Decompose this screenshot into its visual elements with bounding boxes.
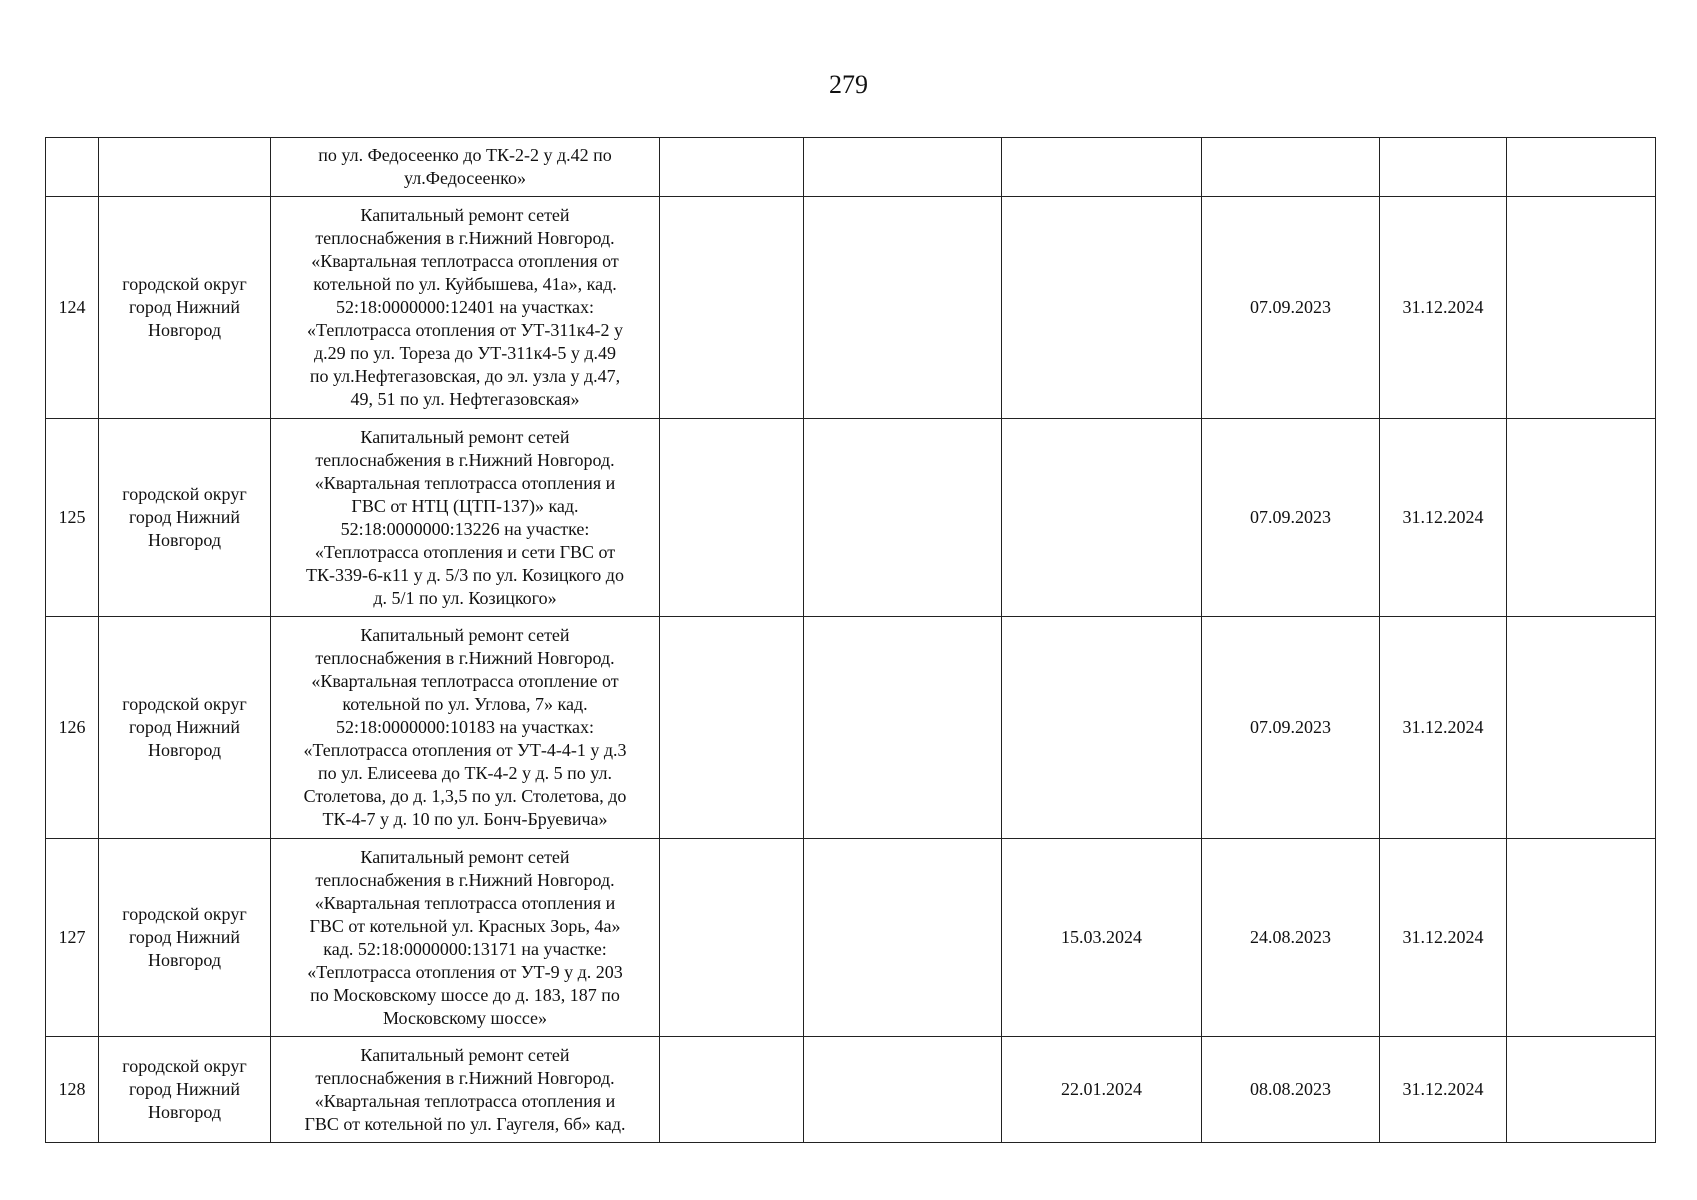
district-cell-line: городской округ [122, 904, 247, 924]
date-cell: 07.09.2023 [1202, 419, 1380, 617]
date-cell [1002, 617, 1202, 839]
works-table [45, 137, 1656, 1143]
empty-cell [804, 138, 1002, 197]
table-row [46, 138, 1656, 197]
district-cell-line: городской округ [122, 1056, 247, 1076]
table-row [46, 617, 1656, 839]
district-cell-line: городской округ [122, 694, 247, 714]
description-cell-line: «Теплотрасса отопления от УТ-311к4-2 у [307, 320, 623, 340]
row-number-cell: 126 [46, 617, 99, 839]
date-cell: 22.01.2024 [1002, 1037, 1202, 1143]
date-cell: 24.08.2023 [1202, 839, 1380, 1037]
date-cell [1002, 138, 1202, 197]
empty-cell [660, 1037, 804, 1143]
empty-cell [804, 617, 1002, 839]
description-cell-line: «Квартальная теплотрасса отопления и [314, 472, 616, 493]
description-cell-line: д.29 по ул. Тореза до УТ-311к4-5 у д.49 [313, 343, 617, 363]
description-cell-line: Капитальный ремонт сетей [360, 1044, 570, 1065]
description-cell-line: Капитальный ремонт сетей [360, 426, 570, 447]
description-cell-line: ГВС от котельной по ул. Гаугеля, 6б» кад. [304, 1113, 626, 1134]
row-number-cell: 124 [46, 197, 99, 419]
description-cell-line: теплоснабжения в г.Нижний Новгород. [315, 869, 615, 890]
empty-cell [660, 138, 804, 197]
district-cell [99, 138, 271, 197]
district-cell-line: Новгород [147, 740, 222, 760]
description-cell [271, 419, 660, 617]
description-cell-line: «Квартальная теплотрасса отопления и [314, 1090, 616, 1111]
date-cell: 31.12.2024 [1380, 1037, 1507, 1143]
date-cell: 31.12.2024 [1380, 197, 1507, 419]
description-cell-line: Капитальный ремонт сетей [360, 205, 570, 225]
empty-cell [1507, 138, 1656, 197]
row-number-cell: 125 [46, 419, 99, 617]
description-cell-line: «Квартальная теплотрасса отопление от [311, 671, 619, 691]
table-row [46, 197, 1656, 419]
table-row [46, 419, 1656, 617]
date-cell: 07.09.2023 [1202, 617, 1380, 839]
district-cell-line: городской округ [122, 274, 247, 294]
description-cell-line: «Квартальная теплотрасса отопления от [311, 251, 619, 271]
page-number: 279 [829, 70, 868, 99]
description-cell-line: «Теплотрасса отопления от УТ-4-4-1 у д.3 [303, 740, 627, 760]
empty-cell [1507, 419, 1656, 617]
empty-cell [660, 617, 804, 839]
description-cell-line: 49, 51 по ул. Нефтегазовская» [350, 389, 580, 409]
empty-cell [660, 839, 804, 1037]
empty-cell [804, 197, 1002, 419]
row-number-cell: 127 [46, 839, 99, 1037]
description-cell-line: «Теплотрасса отопления и сети ГВС от [314, 541, 616, 562]
district-cell-line: Новгород [147, 1102, 222, 1122]
district-cell-line: город Нижний [128, 1079, 241, 1099]
empty-cell [1507, 617, 1656, 839]
description-cell-line: «Теплотрасса отопления от УТ-9 у д. 203 [307, 961, 623, 982]
description-cell-line: котельной по ул. Куйбышева, 41а», кад. [313, 274, 617, 294]
empty-cell [660, 197, 804, 419]
row-number-cell: 128 [46, 1037, 99, 1143]
description-cell-line: 52:18:0000000:10183 на участках: [336, 717, 594, 737]
district-cell-line: город Нижний [128, 927, 241, 947]
description-cell-line: Капитальный ремонт сетей [360, 846, 570, 867]
description-cell-line: ТК-4-7 у д. 10 по ул. Бонч-Бруевича» [322, 809, 608, 829]
description-cell-line: д. 5/1 по ул. Козицкого» [373, 587, 557, 608]
district-cell-line: город Нижний [128, 717, 241, 737]
description-cell-line: 52:18:0000000:12401 на участках: [336, 297, 594, 317]
description-cell [271, 1037, 660, 1143]
date-cell [1002, 419, 1202, 617]
description-cell-line: ул.Федосеенко» [404, 168, 526, 188]
description-cell-line: котельной по ул. Углова, 7» кад. [342, 694, 588, 714]
date-cell: 08.08.2023 [1202, 1037, 1380, 1143]
description-cell-line: ГВС от НТЦ (ЦТП-137)» кад. [351, 495, 579, 516]
empty-cell [660, 419, 804, 617]
description-cell-line: по ул. Елисеева до ТК-4-2 у д. 5 по ул. [317, 763, 612, 783]
empty-cell [1507, 839, 1656, 1037]
district-cell-line: Новгород [147, 320, 222, 340]
empty-cell [804, 419, 1002, 617]
date-cell: 15.03.2024 [1002, 839, 1202, 1037]
description-cell-line: кад. 52:18:0000000:13171 на участке: [323, 938, 607, 959]
description-cell-line: теплоснабжения в г.Нижний Новгород. [315, 648, 615, 668]
empty-cell [1507, 197, 1656, 419]
date-cell: 07.09.2023 [1202, 197, 1380, 419]
district-cell [99, 839, 271, 1037]
description-cell-line: теплоснабжения в г.Нижний Новгород. [315, 449, 615, 470]
description-cell [271, 197, 660, 419]
description-cell [271, 617, 660, 839]
table-body [46, 138, 1656, 1143]
description-cell-line: теплоснабжения в г.Нижний Новгород. [315, 228, 615, 248]
description-cell [271, 839, 660, 1037]
description-cell-line: по ул.Нефтегазовская, до эл. узла у д.47, [309, 366, 621, 386]
date-cell [1202, 138, 1380, 197]
district-cell-line: город Нижний [128, 297, 241, 317]
district-cell [99, 617, 271, 839]
description-cell [271, 138, 660, 197]
district-cell [99, 197, 271, 419]
district-cell-line: Новгород [147, 530, 222, 550]
date-cell: 31.12.2024 [1380, 419, 1507, 617]
table-row [46, 839, 1656, 1037]
description-cell-line: по Московскому шоссе до д. 183, 187 по [310, 984, 620, 1005]
date-cell: 31.12.2024 [1380, 839, 1507, 1037]
description-cell-line: по ул. Федосеенко до ТК-2-2 у д.42 по [318, 145, 612, 165]
date-cell [1380, 138, 1507, 197]
description-cell-line: «Квартальная теплотрасса отопления и [314, 892, 616, 913]
district-cell [99, 419, 271, 617]
district-cell-line: Новгород [147, 950, 222, 970]
description-cell-line: ГВС от котельной ул. Красных Зорь, 4а» [309, 915, 621, 936]
row-number-cell [46, 138, 99, 197]
district-cell [99, 1037, 271, 1143]
description-cell-line: Московскому шоссе» [382, 1007, 548, 1028]
empty-cell [804, 1037, 1002, 1143]
description-cell-line: теплоснабжения в г.Нижний Новгород. [315, 1067, 615, 1088]
empty-cell [1507, 1037, 1656, 1143]
description-cell-line: Столетова, до д. 1,3,5 по ул. Столетова, до [303, 786, 627, 806]
description-cell-line: ТК-339-6-к11 у д. 5/3 по ул. Козицкого до [306, 564, 624, 585]
description-cell-line: Капитальный ремонт сетей [360, 625, 570, 645]
district-cell-line: город Нижний [128, 507, 241, 527]
district-cell-line: городской округ [122, 484, 247, 504]
empty-cell [804, 839, 1002, 1037]
table-row [46, 1037, 1656, 1143]
date-cell [1002, 197, 1202, 419]
description-cell-line: 52:18:0000000:13226 на участке: [340, 518, 590, 539]
date-cell: 31.12.2024 [1380, 617, 1507, 839]
